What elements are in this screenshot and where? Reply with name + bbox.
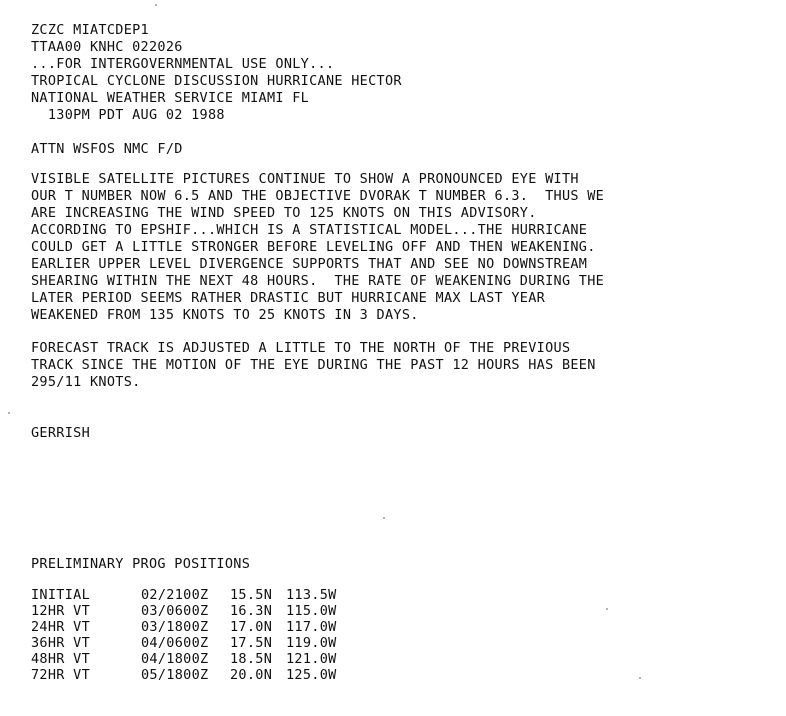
table-row: [31, 619, 337, 635]
prog-longitude: 113.5W: [286, 587, 337, 603]
prog-latitude: 17.0N: [230, 619, 273, 635]
scan-speck: [639, 677, 641, 679]
prog-label: 48HR VT: [31, 651, 90, 667]
scan-speck: [155, 4, 157, 6]
prog-longitude: 125.0W: [286, 667, 337, 683]
prog-latitude: 16.3N: [230, 603, 273, 619]
discussion-line: WEAKENED FROM 135 KNOTS TO 25 KNOTS IN 3 DAYS.: [31, 307, 419, 323]
discussion-line: LATER PERIOD SEEMS RATHER DRASTIC BUT HURRICANE MAX LAST YEAR: [31, 290, 546, 306]
prog-latitude: 17.5N: [230, 635, 273, 651]
discussion-line: VISIBLE SATELLITE PICTURES CONTINUE TO SHOW A PRONOUNCED EYE WITH: [31, 171, 579, 187]
scan-speck: [383, 517, 385, 519]
prog-time: 04/0600Z: [141, 635, 209, 651]
table-row: [31, 587, 337, 603]
table-row: [31, 635, 337, 651]
prog-positions-title: PRELIMINARY PROG POSITIONS: [31, 556, 251, 572]
prog-longitude: 115.0W: [286, 603, 337, 619]
table-row: [31, 651, 337, 667]
forecast-line: 295/11 KNOTS.: [31, 374, 141, 390]
header-line-routing: ZCZC MIATCDEP1: [31, 22, 149, 38]
discussion-line: ACCORDING TO EPSHIF...WHICH IS A STATISTICAL MODEL...THE HURRICANE: [31, 222, 588, 238]
prog-label: INITIAL: [31, 587, 90, 603]
prog-label: 36HR VT: [31, 635, 90, 651]
forecast-line: TRACK SINCE THE MOTION OF THE EYE DURING THE PAST 12 HOURS HAS BEEN: [31, 357, 596, 373]
discussion-line: ARE INCREASING THE WIND SPEED TO 125 KNOTS ON THIS ADVISORY.: [31, 205, 537, 221]
prog-time: 05/1800Z: [141, 667, 209, 683]
prog-time: 03/0600Z: [141, 603, 209, 619]
table-row: [31, 603, 337, 619]
prog-label: 12HR VT: [31, 603, 90, 619]
prog-longitude: 119.0W: [286, 635, 337, 651]
discussion-line: COULD GET A LITTLE STRONGER BEFORE LEVELING OFF AND THEN WEAKENING.: [31, 239, 596, 255]
discussion-line: SHEARING WITHIN THE NEXT 48 HOURS. THE RATE OF WEAKENING DURING THE: [31, 273, 605, 289]
discussion-line: OUR T NUMBER NOW 6.5 AND THE OBJECTIVE DVORAK T NUMBER 6.3. THUS WE: [31, 188, 605, 204]
header-line-title: TROPICAL CYCLONE DISCUSSION HURRICANE HECTOR: [31, 73, 402, 89]
prog-time: 03/1800Z: [141, 619, 209, 635]
prog-longitude: 117.0W: [286, 619, 337, 635]
scan-speck: [606, 608, 608, 610]
prog-time: 04/1800Z: [141, 651, 209, 667]
header-line-issue-time: 130PM PDT AUG 02 1988: [31, 107, 225, 123]
table-row: [31, 667, 337, 683]
prog-label: 24HR VT: [31, 619, 90, 635]
prog-label: 72HR VT: [31, 667, 90, 683]
header-line-distribution: ...FOR INTERGOVERNMENTAL USE ONLY...: [31, 56, 335, 72]
prog-time: 02/2100Z: [141, 587, 209, 603]
scan-speck: [8, 412, 10, 414]
header-line-office: NATIONAL WEATHER SERVICE MIAMI FL: [31, 90, 310, 106]
prog-latitude: 18.5N: [230, 651, 273, 667]
attention-line: ATTN WSFOS NMC F/D: [31, 141, 183, 157]
forecaster-name: GERRISH: [31, 425, 90, 441]
forecast-line: FORECAST TRACK IS ADJUSTED A LITTLE TO THE NORTH OF THE PREVIOUS: [31, 340, 571, 356]
prog-latitude: 15.5N: [230, 587, 273, 603]
prog-positions-table: [31, 587, 337, 683]
header-line-bulletin-id: TTAA00 KNHC 022026: [31, 39, 183, 55]
prog-longitude: 121.0W: [286, 651, 337, 667]
discussion-line: EARLIER UPPER LEVEL DIVERGENCE SUPPORTS THAT AND SEE NO DOWNSTREAM: [31, 256, 588, 272]
prog-latitude: 20.0N: [230, 667, 273, 683]
